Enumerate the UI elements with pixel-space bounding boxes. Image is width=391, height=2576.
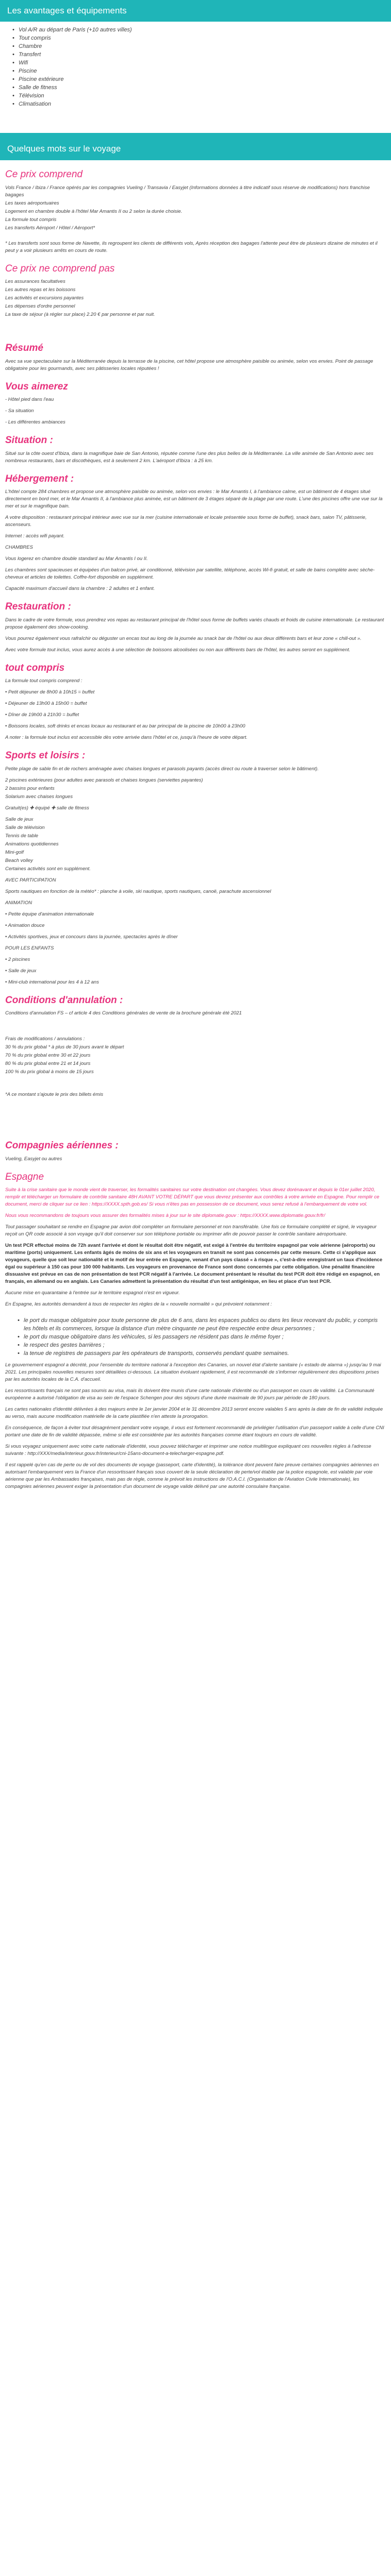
pool-line: 2 bassins pour enfants — [5, 785, 55, 791]
airlines-title: Compagnies aériennes : — [5, 1140, 119, 1151]
list-item: • Piscine — [12, 67, 391, 75]
trip-banner: Quelques mots sur le voyage — [0, 133, 391, 161]
lodging-text: A votre disposition : restaurant principal intérieur avec vue sur la mer (cuisine internationale et locale présentée sous forme de buffet), snack bars, salon TV, pâtisserie, ascenseurs. — [5, 515, 367, 528]
list-item: • Piscine extérieure — [12, 75, 391, 83]
kids-line: • Salle de jeux — [5, 968, 37, 974]
spain-text: Les cartes nationales d'identité délivrées à des majeurs entre le 1er janvier 2004 et le 31 décembre 2013 seront encore valables 5 ans après la date de fin de validité indiquée au verso, mais aucune modification matérielle de la carte plastifiée n'en atteste la prorogation. — [5, 1406, 383, 1419]
summary-title: Résumé — [5, 343, 43, 353]
lodging-title: Hébergement : — [5, 473, 74, 484]
spain-rules — [5, 1312, 386, 1362]
free-line: Salle de jeux — [5, 816, 34, 822]
spain-text: En conséquence, de façon à éviter tout désagrément pendant votre voyage, il vous est fortement recommandé de privilégier l'utilisation d'un passeport valide à celle d'une CNI portant une date de fin de validité dépassée, même si elle est considérée par les autorités françaises comme étant toujours en cours de validité. — [5, 1425, 384, 1438]
list-item: • Salle de fitness — [12, 83, 391, 92]
spain-text: Aucune mise en quarantaine à l'entrée sur le territoire espagnol n'est en vigueur. — [5, 1290, 180, 1296]
spain-text: Tout passager souhaitant se rendre en Espagne par avion doit compléter un formulaire personnel et non transférable. Une fois ce formulaire complété et signé, le voyageur reçoit un QR code associé à son voyage qu'il doit conserver sur son téléphone portable ou imprimer afin de pouvoir passer le contrôle sanitaire aéroportuaire. — [5, 1224, 377, 1237]
advantages-banner: Les avantages et équipements — [0, 0, 391, 22]
pool-line: Solarium avec chaises longues — [5, 793, 73, 800]
conditions-intro: Conditions d'annulation FS – cf article 4 des Conditions générales de vente de la brochure générale été 2021 — [5, 1010, 242, 1016]
pool-line: 2 piscines extérieures (pour adultes avec parasols et chaises longues (serviettes payantes) — [5, 777, 203, 783]
rooms-text: Les chambres sont spacieuses et équipées d'un balcon privé, air conditionné, télévision par satellite, téléphone, accès Wi-fi gratuit, et salle de bains complète avec sèche-cheveux et articles de toilettes. Coffre-fort disponible en supplément. — [5, 567, 375, 580]
rooms-text: Capacité maximum d'accueil dans la chambre : 2 adultes et 1 enfant. — [5, 586, 155, 591]
price-line: La formule tout compris — [5, 216, 57, 223]
list-item: • Wifi — [12, 59, 391, 67]
allinc-line: • Déjeuner de 13h00 à 15h00 = buffet — [5, 701, 87, 706]
anim-heading: ANIMATION — [5, 900, 32, 906]
fee-line: 100 % du prix global à moins de 15 jours — [5, 1069, 94, 1075]
excluded-line: Les dépenses d'ordre personnel — [5, 303, 75, 309]
allinc-line: • Petit déjeuner de 8h00 à 10h15 = buffet — [5, 689, 95, 695]
list-item: • le port du masque obligatoire dans les véhicules, si les passagers ne résident pas dans le même foyer ; — [18, 1333, 386, 1341]
allinc-title: tout compris — [5, 662, 65, 673]
price-line: Vols France / Ibiza / France opérés par les compagnies Vueling / Transavia / Easyjet (Informations données à titre indicatif sous réserve de modifications) hors franchise bagages — [5, 184, 370, 198]
price-line: Les transferts Aéroport / Hôtel / Aéroport* — [5, 225, 95, 231]
free-line: Mini-golf — [5, 849, 24, 855]
list-item: • Télévision — [12, 92, 391, 100]
list-item: • le respect des gestes barrières ; — [18, 1341, 386, 1349]
allinc-line: • Dîner de 19h00 à 21h30 = buffet — [5, 712, 79, 718]
situation-text: Situé sur la côte ouest d'Ibiza, dans la magnifique baie de San Antonio, réputée comme l'une des plus belles de la Méditerranée. La ville animée de San Antonio avec ses nombreux restaurants, bars et discothèques, est à seulement 2 km. L'aéroport d'Ibiza : à 25 km. — [5, 450, 373, 464]
spain-text: Le gouvernement espagnol a décrété, pour l'ensemble du territoire national à l'exception des Canaries, un nouvel état d'alerte sanitaire (« estado de alarma ») jusqu'au 9 mai 2021. Les principales nouvelles mesures sont détaillées ci-dessous. La situation évoluant rapidement, il est recommandé de s'informer régulièrement des dispositions prises par les autorités locales de la C.A. d'accueil. — [5, 1362, 381, 1382]
dining-text: Dans le cadre de votre formule, vous prendrez vos repas au restaurant principal de l'hôtel sous forme de buffets variés chauds et froids de cuisine internationale. Le restaurant propose également des show-cooking. — [5, 617, 384, 630]
conditions-title: Conditions d'annulation : — [5, 994, 123, 1006]
price-includes-section — [0, 167, 391, 255]
price-excludes-title: Ce prix ne comprend pas — [5, 263, 115, 274]
love-title: Vous aimerez — [5, 381, 68, 392]
lodging-text: Internet : accès wifi payant. — [5, 533, 65, 539]
dining-title: Restauration : — [5, 601, 71, 612]
spain-text: Un test PCR effectué moins de 72h avant l'arrivée et dont le résultat doit être négatif, est exigé à l'entrée du territoire espagnol par voie aérienne (aéroports) ou maritime (ports) uniquement. Les enfants âgés de moins de six ans et les voyageurs en transit ne sont pas concernés par cette mesure. Cette ci s'applique aux voyageurs, quelle que soit leur nationalité et le motif de leur entrée en Espagne, venant d'un pays classé « à risque », c'est-à-dire enregistrant un taux d'incidence égal ou supérieur à 150 cas pour 100 000 habitants. Les voyageurs en provenance de France sont donc concernés par cette obligation. Une pénalité financière dissuasive est prévue en cas de non présentation de test PCR négatif à l'arrivée. Le document présentant le résultat du test PCR doit être rédigé en espagnol, en français, en allemand ou en anglais. Les Canaries admettent la présentation du résultat d'un test antigénique, en lieu et place d'un test PCR. — [5, 1243, 383, 1284]
dining-text: Avec votre formule tout inclus, vous aurez accès à une sélection de boissons alcoolisées ou non aux différents bars de l'hôtel, les autres seront en supplément. — [5, 647, 351, 653]
free-line: Tennis de table — [5, 833, 39, 839]
fee-line: 80 % du prix global entre 21 et 14 jours — [5, 1061, 91, 1066]
fees-heading: Frais de modifications / annulations : — [5, 1036, 85, 1042]
rooms-heading: CHAMBRES — [5, 545, 33, 550]
kids-heading: POUR LES ENFANTS — [5, 945, 54, 951]
rooms-text: Vous logerez en chambre double standard au Mar Amantis I ou II. — [5, 556, 148, 562]
spain-text: Les ressortissants français ne sont pas soumis au visa, mais ils doivent être munis d'une carte nationale d'identité ou d'un passeport en cours de validité. La Communauté européenne a autorisé l'obligation de visa au sein de l'espace Schengen pour des séjours d'une durée maximale de 90 jours par période de 180 jours. — [5, 1388, 374, 1401]
spain-text: Il est rappelé qu'en cas de perte ou de vol des documents de voyage (passeport, carte d'identité), la tolérance dont peuvent faire preuve certaines compagnies aériennes en autorisant l'embarquement vers la France d'un ressortissant français sous couvert de la seule déclaration de perte/vol établie par la police espagnole, est valable par voie aérienne que par les Ambassades françaises, mais pas de règle, comme le prévoit les instructions de l'O.A.C.I. (Organisation de l'Aviation Civile Internationale), les compagnies aériennes peuvent exiger la présentation d'un document de voyage valide délivré par une autorité consulaire française. — [5, 1462, 379, 1489]
price-includes-title: Ce prix comprend — [5, 169, 83, 180]
list-item: • Transfert — [12, 50, 391, 59]
fee-line: 70 % du prix global entre 30 et 22 jours — [5, 1053, 91, 1058]
allinc-line: • Boissons locales, soft drinks et encas locaux au restaurant et au bar principal de la piscine de 10h00 à 23h00 — [5, 723, 246, 729]
love-line: - Les différentes ambiances — [5, 419, 66, 425]
anim-line: • Petite équipe d'animation internationale — [5, 911, 94, 917]
spain-text: Si vous voyagez uniquement avec votre carte nationale d'identité, vous pouvez télécharger et imprimer une notice multilingue expliquant ces nouvelles règles à l'adresse suivante : http://XXX/media/interieur.gouv.fr/interieur/cni-15ans-document-a-telecharger-espagne.pdf. — [5, 1444, 371, 1456]
excluded-line: Les autres repas et les boissons — [5, 287, 76, 293]
list-item: • Tout compris — [12, 34, 391, 42]
excluded-line: Les assurances facultatives — [5, 279, 66, 284]
advantages-list — [0, 22, 391, 112]
conditions-note: *A ce montant s'ajoute le prix des billets émis — [5, 1092, 103, 1097]
airlines-text: Vueling, Easyjet ou autres — [5, 1156, 62, 1162]
paid-heading: AVEC PARTICIPATION — [5, 877, 56, 883]
spain-alert: Suite à la crise sanitaire que le monde vient de traverser, les formalités sanitaires sur votre destination ont changées. Vous devez dorénavant et depuis le 01er juillet 2020, remplir et télécharger un formulaire de contrôle sanitaire 48H AVANT VOTRE DÉPART que vous devrez présenter aux contrôles à votre arrivée en Espagne. Pour remplir ce document, merci de cliquer sur ce lien : https://XXXX.spth.gob.es/ Si vous n'êtes pas en possession de ce document, vous serez refusé à l'embarquement de votre vol. — [5, 1187, 380, 1207]
fee-line: 30 % du prix global * à plus de 30 jours avant le départ — [5, 1044, 124, 1050]
paid-text: Sports nautiques en fonction de la météo* : planche à voile, ski nautique, sports nautiques, canoë, parachute ascensionnel — [5, 888, 271, 894]
dining-text: Vous pourrez également vous rafraîchir ou déguster un encas tout au long de la journée au snack bar de l'hôtel ou aux deux différents bars et leur zone « chill-out ». — [5, 635, 362, 641]
allinc-intro: La formule tout compris comprend : — [5, 678, 83, 684]
price-excludes-section — [0, 262, 391, 319]
free-line: Animations quotidiennes — [5, 841, 59, 847]
spain-title: Espagne — [5, 1171, 44, 1182]
love-line: - Sa situation — [5, 408, 34, 414]
anim-line: • Activités sportives, jeux et concours dans la journée, spectacles après le dîner — [5, 934, 178, 940]
spain-alert-link: Nous vous recommandons de toujours vous assurer des formalités mises à jour sur le site diplomatie.gouv : https://XXXX.www.diplomatie.gouv.fr/fr/ — [5, 1213, 325, 1218]
list-item: • le port du masque obligatoire pour toute personne de plus de 6 ans, dans les espaces publics ou dans les lieux recevant du public, y compris les hôtels et ils commerces, lorsque la distance d'un mètre cinquante ne peut être respectée entre deux personnes ; — [18, 1316, 386, 1333]
sports-title: Sports et loisirs : — [5, 750, 86, 761]
price-line: Logement en chambre double à l'hôtel Mar Amantis II ou 2 selon la durée choisie. — [5, 208, 183, 214]
spain-text: En Espagne, les autorités demandent à tous de respecter les règles de la « nouvelle normalité » qui prévoient notamment : — [5, 1301, 272, 1307]
summary-section — [0, 341, 391, 1490]
situation-title: Situation : — [5, 435, 53, 446]
excluded-line: Les activités et excursions payantes — [5, 295, 84, 301]
kids-line: • Mini-club international pour les 4 à 12 ans — [5, 979, 99, 985]
list-item: • la tenue de registres de passagers par les opérateurs de transports, conservés pendant quatre semaines. — [18, 1349, 386, 1358]
kids-line: • 2 piscines — [5, 956, 30, 962]
anim-line: • Animation douce — [5, 922, 45, 928]
free-line: Certaines activités sont en supplément. — [5, 866, 91, 872]
allinc-note: A noter : la formule tout inclus est accessible dès votre arrivée dans l'hôtel et ce, jusqu'à l'heure de votre départ. — [5, 735, 248, 740]
free-line: Beach volley — [5, 857, 33, 863]
list-item: • Vol A/R au départ de Paris (+10 autres villes) — [12, 26, 391, 34]
price-line: Les taxes aéroportuaires — [5, 200, 59, 206]
excluded-line: La taxe de séjour (à régler sur place) 2.20 € par personne et par nuit. — [5, 312, 155, 317]
lodging-text: L'hôtel compte 284 chambres et propose une atmosphère paisible ou animée, selon vos envies : le Mar Amantis I, à l'ambiance calme, est un bâtiment de 4 étages situé directement en bord mer, et le Mar Amantis II, à l'ambiance plus animée, est un bâtiment de 3 étages séparé de la plage par une route. L'une des piscines offre une vue sur la mer et sur le magnifique bain. — [5, 489, 383, 509]
free-heading: Gratuit(es) ✚ équipé ✚ salle de fitness — [5, 805, 89, 811]
sports-intro: Petite plage de sable fin et de rochers aménagée avec chaises longues et parasols payants (accès direct ou route à traverser selon le bâtiment). — [5, 766, 319, 772]
love-line: - Hôtel pied dans l'eau — [5, 397, 54, 402]
list-item: • Chambre — [12, 42, 391, 50]
summary-text: Avec sa vue spectaculaire sur la Méditerranée depuis la terrasse de la piscine, cet hôtel propose une atmosphère paisible ou animée, selon vos envies. Point de passage obligatoire pour les gourmands, avec ses pâtisseries locales réputées ! — [5, 358, 373, 371]
price-note: * Les transferts sont sous forme de Navette, ils regroupent les clients de différents vols, Après réception des bagages l'attente peut être de plusieurs dizaine de minutes et il peut y a voir plusieurs arrêts en cours de route. — [5, 240, 378, 253]
free-line: Salle de télévision — [5, 824, 45, 831]
list-item: • Climatisation — [12, 100, 391, 108]
